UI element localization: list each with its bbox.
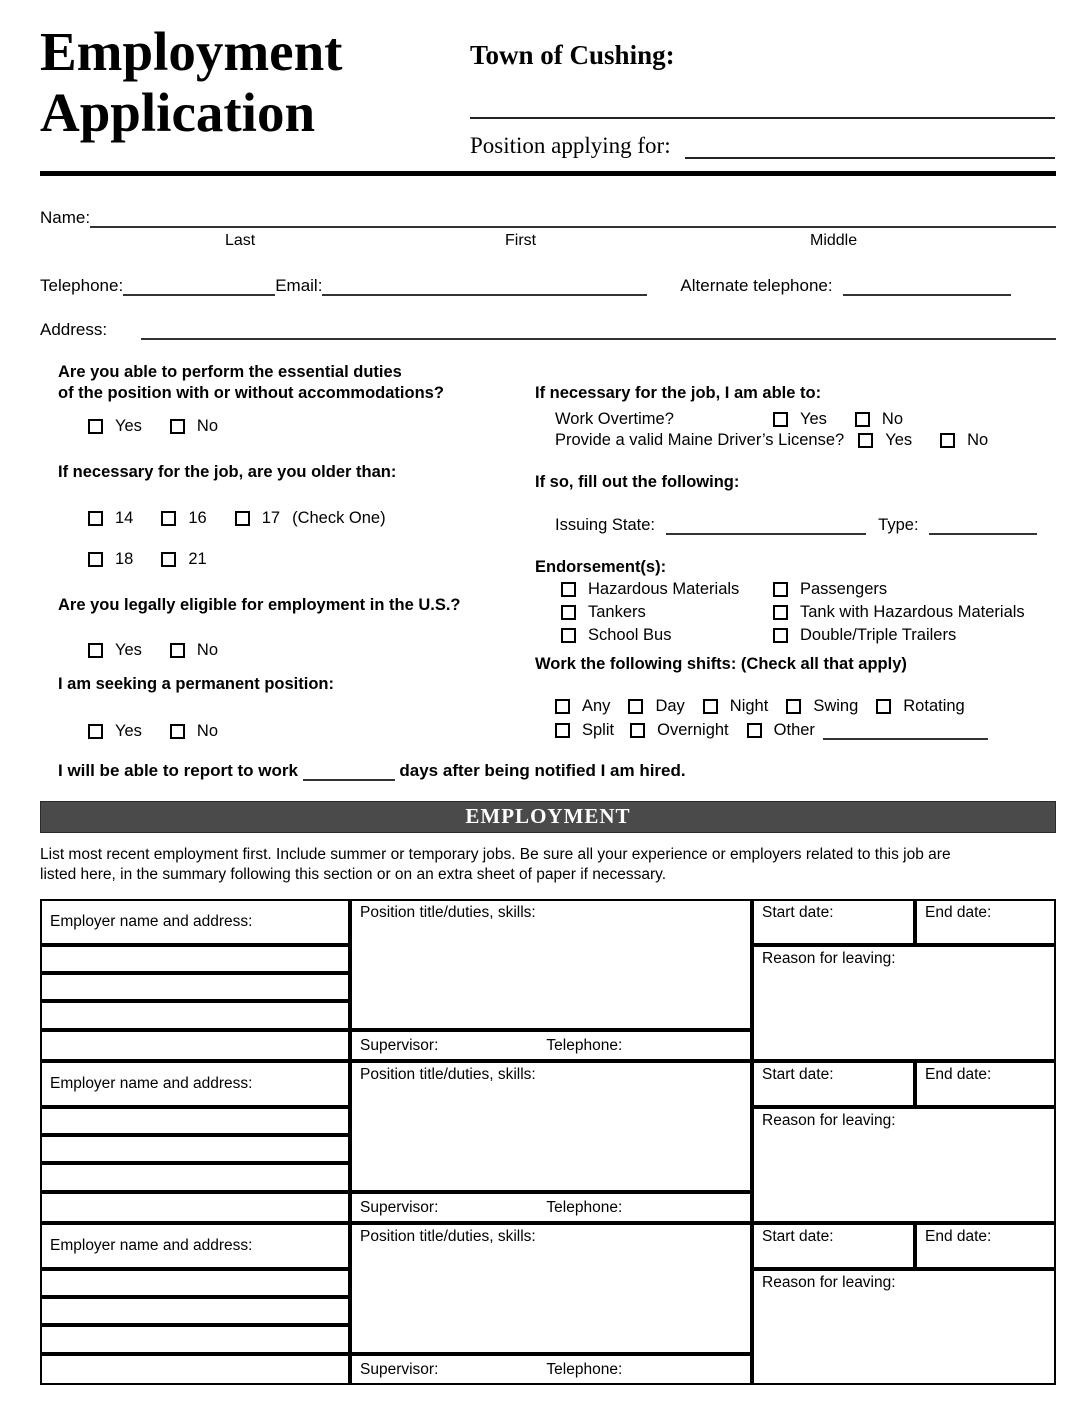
start-date-label: Start date: (762, 1228, 834, 1245)
reason-for-leaving-cell[interactable] (752, 1107, 1056, 1223)
question-duties: Are you able to perform the essential duties of the position with or without accommodations? (58, 363, 444, 402)
checkbox-permanent-yes[interactable] (88, 724, 103, 739)
endorsement-tank-hazmat-label: Tank with Hazardous Materials (800, 603, 1025, 621)
shift-swing-label: Swing (813, 697, 859, 715)
email-label: Email: (275, 276, 323, 295)
reason-for-leaving-label: Reason for leaving: (762, 1274, 896, 1291)
checkbox-hazmat[interactable] (561, 582, 576, 597)
heading-if-so: If so, fill out the following: (535, 473, 740, 491)
employment-history-table (40, 899, 1056, 1385)
endorsement-double-triple-label: Double/Triple Trailers (800, 626, 957, 644)
checkbox-shift-rotating[interactable] (876, 699, 891, 714)
license-label: Provide a valid Maine Driver’s License? (555, 431, 845, 449)
overtime-label: Work Overtime? (555, 410, 674, 428)
checkbox-shift-night[interactable] (703, 699, 718, 714)
checkbox-age-14[interactable] (88, 511, 103, 526)
checkbox-shift-overnight[interactable] (630, 723, 645, 738)
employment-entry-3 (40, 1223, 1056, 1385)
email-input-line[interactable] (322, 276, 647, 296)
start-date-cell[interactable] (752, 1061, 915, 1107)
overtime-yes-label: Yes (800, 410, 827, 428)
issuing-state-label: Issuing State: (555, 516, 655, 534)
endorsement-school-bus-label: School Bus (588, 626, 672, 644)
name-sublabel-last: Last (225, 232, 256, 249)
employer-label: Employer name and address: (50, 913, 253, 930)
shift-day-label: Day (655, 697, 685, 715)
supervisor-label: Supervisor: (360, 1036, 439, 1054)
checkbox-school-bus[interactable] (561, 628, 576, 643)
employer-line-row[interactable] (40, 1030, 350, 1061)
org-name-label: Town of Cushing: (470, 40, 675, 70)
supervisor-label: Supervisor: (360, 1198, 439, 1216)
checkbox-passengers[interactable] (773, 582, 788, 597)
age-14-label: 14 (115, 509, 134, 527)
age-17-label: 17 (261, 509, 281, 527)
position-title-cell[interactable] (350, 899, 752, 1030)
supervisor-cell[interactable] (350, 1192, 752, 1223)
employment-instructions: List most recent employment first. Include summer or temporary jobs. Be sure all your experience or employers related to this job are listed here, in the summary following this section or on an extra sheet of paper if necessary. (40, 846, 951, 883)
supervisor-label: Supervisor: (360, 1360, 439, 1378)
questions-left-column (40, 362, 535, 741)
shift-any-label: Any (582, 697, 611, 715)
end-date-cell[interactable] (915, 1061, 1056, 1107)
end-date-cell[interactable] (915, 899, 1056, 945)
position-applying-label: Position applying for: (470, 133, 671, 158)
reason-for-leaving-cell[interactable] (752, 945, 1056, 1061)
employer-name-cell[interactable] (40, 1223, 350, 1269)
license-type-input-line[interactable] (929, 515, 1037, 535)
shifts-heading: Work the following shifts: (Check all that apply) (535, 655, 907, 673)
checkbox-eligible-no[interactable] (170, 643, 185, 658)
address-label: Address: (40, 320, 108, 339)
shift-night-label: Night (729, 697, 769, 715)
overtime-no-label: No (881, 410, 904, 428)
checkbox-license-yes[interactable] (858, 433, 873, 448)
employer-line-row[interactable] (40, 1135, 350, 1163)
permanent-yes-label: Yes (115, 722, 142, 740)
checkbox-tank-hazmat[interactable] (773, 605, 788, 620)
name-sublabel-first: First (505, 232, 537, 249)
name-input-line[interactable] (90, 208, 1056, 228)
supervisor-telephone-label: Telephone: (546, 1198, 623, 1216)
org-input-line[interactable] (470, 71, 1055, 119)
report-days-input-line[interactable] (303, 764, 395, 781)
age-16-label: 16 (188, 509, 207, 527)
page-title-line1: Employment (40, 21, 343, 82)
age-21-label: 21 (188, 550, 207, 568)
checkbox-duties-yes[interactable] (88, 419, 103, 434)
end-date-cell[interactable] (915, 1223, 1056, 1269)
reason-for-leaving-label: Reason for leaving: (762, 950, 896, 967)
start-date-cell[interactable] (752, 899, 915, 945)
position-title-label: Position title/duties, skills: (360, 904, 536, 921)
checkbox-age-17[interactable] (235, 511, 250, 526)
checkbox-overtime-yes[interactable] (773, 412, 788, 427)
question-eligible: Are you legally eligible for employment in the U.S.? (58, 596, 461, 614)
checkbox-double-triple[interactable] (773, 628, 788, 643)
end-date-label: End date: (925, 1066, 992, 1083)
employer-label: Employer name and address: (50, 1075, 253, 1092)
question-age: If necessary for the job, are you older than: (58, 463, 397, 481)
employer-line-row[interactable] (40, 1001, 350, 1030)
endorsement-tankers-label: Tankers (588, 603, 646, 621)
checkbox-shift-split[interactable] (555, 723, 570, 738)
eligible-yes-label: Yes (115, 641, 142, 659)
position-title-label: Position title/duties, skills: (360, 1228, 536, 1245)
name-sublabel-middle: Middle (810, 232, 858, 249)
heading-able-to: If necessary for the job, I am able to: (535, 384, 822, 402)
page-title (40, 22, 470, 159)
employer-line-row[interactable] (40, 1192, 350, 1223)
employer-name-cell[interactable] (40, 899, 350, 945)
duties-yes-label: Yes (115, 417, 142, 435)
supervisor-cell[interactable] (350, 1030, 752, 1061)
employer-line-row[interactable] (40, 1297, 350, 1325)
page-title-line2: Application (40, 81, 316, 143)
position-title-cell[interactable] (350, 1061, 752, 1192)
telephone-input-line[interactable] (123, 276, 275, 296)
license-yes-label: Yes (885, 431, 913, 449)
employer-label: Employer name and address: (50, 1237, 253, 1254)
shift-other-label: Other (773, 720, 815, 739)
endorsement-hazmat-label: Hazardous Materials (588, 580, 740, 598)
duties-no-label: No (196, 417, 219, 435)
permanent-no-label: No (196, 722, 219, 740)
license-no-label: No (967, 431, 989, 449)
checkbox-shift-day[interactable] (628, 699, 643, 714)
supervisor-cell[interactable] (350, 1354, 752, 1385)
end-date-label: End date: (925, 1228, 992, 1245)
checkbox-eligible-yes[interactable] (88, 643, 103, 658)
eligible-no-label: No (196, 641, 219, 659)
question-permanent: I am seeking a permanent position: (58, 675, 334, 693)
employer-line-row[interactable] (40, 1269, 350, 1297)
age-check-one-note: (Check One) (292, 509, 386, 527)
employer-line-row[interactable] (40, 1163, 350, 1192)
header-right (470, 22, 1055, 159)
start-date-label: Start date: (762, 904, 834, 921)
employer-line-row[interactable] (40, 973, 350, 1001)
shift-rotating-label: Rotating (903, 697, 965, 715)
start-date-label: Start date: (762, 1066, 834, 1083)
start-date-cell[interactable] (752, 1223, 915, 1269)
endorsement-passengers-label: Passengers (800, 580, 888, 598)
employer-line-row[interactable] (40, 945, 350, 973)
supervisor-telephone-label: Telephone: (546, 1360, 623, 1378)
shift-overnight-label: Overnight (657, 720, 729, 739)
form-header (40, 22, 1056, 159)
end-date-label: End date: (925, 904, 992, 921)
employer-name-cell[interactable] (40, 1061, 350, 1107)
address-input-line[interactable] (141, 320, 1056, 340)
checkbox-license-no[interactable] (940, 433, 955, 448)
checkbox-permanent-no[interactable] (170, 724, 185, 739)
endorsements-heading: Endorsement(s): (535, 558, 667, 576)
employer-line-row[interactable] (40, 1325, 350, 1354)
issuing-state-input-line[interactable] (666, 515, 866, 535)
type-label: Type: (878, 516, 919, 534)
age-18-label: 18 (115, 550, 134, 568)
name-label: Name: (40, 208, 91, 227)
employer-line-row[interactable] (40, 1107, 350, 1135)
header-divider (40, 171, 1056, 176)
position-title-cell[interactable] (350, 1223, 752, 1354)
checkbox-age-16[interactable] (161, 511, 176, 526)
reason-for-leaving-cell[interactable] (752, 1269, 1056, 1385)
employment-entry-1 (40, 899, 1056, 1061)
employment-section-header: EMPLOYMENT (40, 801, 1056, 833)
reason-for-leaving-label: Reason for leaving: (762, 1112, 896, 1129)
position-title-label: Position title/duties, skills: (360, 1066, 536, 1083)
checkbox-age-18[interactable] (88, 552, 103, 567)
checkbox-overtime-no[interactable] (855, 412, 870, 427)
checkbox-shift-any[interactable] (555, 699, 570, 714)
report-to-work-statement: I will be able to report to work days after being notified I am hired. (58, 761, 686, 780)
telephone-label: Telephone: (40, 276, 124, 295)
shift-split-label: Split (582, 720, 615, 739)
supervisor-telephone-label: Telephone: (546, 1036, 623, 1054)
employer-line-row[interactable] (40, 1354, 350, 1385)
checkbox-shift-swing[interactable] (786, 699, 801, 714)
questions-right-column (535, 362, 1055, 741)
checkbox-tankers[interactable] (561, 605, 576, 620)
checkbox-age-21[interactable] (161, 552, 176, 567)
employment-entry-2 (40, 1061, 1056, 1223)
checkbox-shift-other[interactable] (747, 723, 762, 738)
alt-telephone-input-line[interactable] (843, 276, 1011, 296)
position-input-line[interactable] (685, 135, 1055, 159)
alt-telephone-label: Alternate telephone: (680, 276, 833, 295)
shift-other-input-line[interactable] (823, 720, 988, 740)
checkbox-duties-no[interactable] (170, 419, 185, 434)
